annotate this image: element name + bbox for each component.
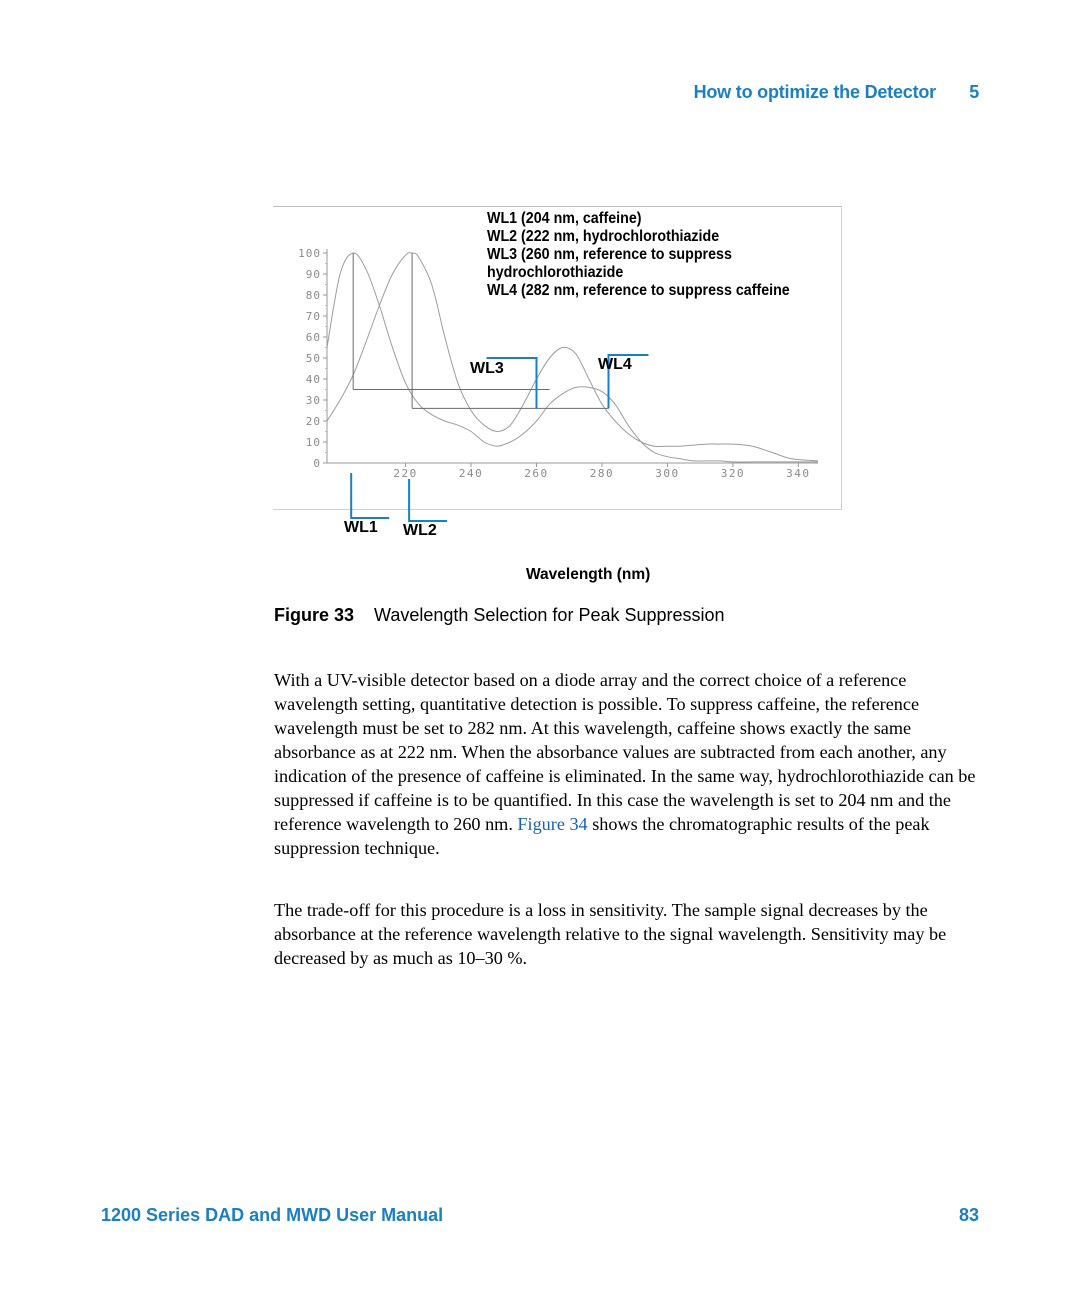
marker-label-wl1: WL1 [344,519,378,536]
legend-line-wl2: WL2 (222 nm, hydrochlorothiazide [487,228,720,245]
x-tick-label: 220 [393,467,418,480]
y-tick-label: 60 [305,331,321,344]
figure-caption-number: Figure 33 [274,605,355,625]
body-paragraph-1 [274,668,994,860]
wavelength-markers [351,355,648,521]
y-tick-label: 20 [305,415,321,428]
wl2-marker-bracket [409,479,447,521]
absorbance-spectrum-chart [0,0,1078,620]
legend-line-wl1: WL1 (204 nm, caffeine) [487,210,642,227]
marker-label-wl3: WL3 [470,360,504,377]
legend-line-wl3: WL3 (260 nm, reference to suppress [487,246,732,263]
y-tick-label: 100 [298,247,321,260]
x-tick-label: 240 [458,467,484,480]
y-tick-label: 10 [305,436,321,449]
x-tick-label: 300 [655,467,680,480]
footer-page-number: 83 [958,1205,979,1225]
running-header-title: How to optimize the Detector [693,82,936,102]
body-paragraph-2: The trade-off for this procedure is a loss in sensitivity. The sample signal decreases by the absorbance at the reference wavelength relative to the signal wavelength. Sensitivity may be decreased by as much as 10–30 %. [274,900,947,968]
paragraph-1-text: With a UV-visible detector based on a diode array and the correct choice of a reference wavelength setting, quantitative detection is possible. To suppress caffeine, the reference wavelength must be set to 282 nm. At this wavelength, caffeine shows exactly the same absorbance as at 222 nm. When the absorbance values are subtracted from each another, any indication of the presence of caffeine is eliminated. In the same way, hydrochlorothiazide can be suppressed if caffeine is to be quantified. In this case the wavelength is set to 204 nm and the reference wavelength to 260 nm. [274,670,976,834]
figure-caption [274,605,725,626]
x-tick-label: 280 [589,467,615,480]
y-tick-label: 30 [305,394,321,407]
paragraph-1-text-end: shows the chromatographic results of the peak suppression technique. [274,814,930,858]
y-tick-label: 40 [305,373,321,386]
footer-manual-title: 1200 Series DAD and MWD User Manual [101,1205,444,1225]
x-tick-label: 340 [786,467,811,480]
y-tick-label: 80 [305,289,321,302]
marker-label-wl2: WL2 [403,522,437,539]
x-tick-label: 260 [524,467,549,480]
y-tick-label: 0 [313,457,321,470]
y-tick-label: 70 [305,310,321,323]
y-tick-label: 90 [305,268,321,281]
chapter-number: 5 [969,82,979,102]
marker-label-wl4: WL4 [598,356,632,373]
x-axis-label: Wavelength (nm) [526,566,651,583]
x-tick-label: 320 [720,467,746,480]
legend-line-wl3-cont: hydrochlorothiazide [487,264,624,281]
figure-34-link[interactable]: Figure 34 [517,814,588,834]
wl1-marker-bracket [351,473,389,518]
y-tick-label: 50 [305,352,321,365]
figure-legend [487,210,790,300]
legend-line-wl4: WL4 (282 nm, reference to suppress caffeine [487,282,790,299]
figure-caption-text: Wavelength Selection for Peak Suppression [374,605,725,625]
